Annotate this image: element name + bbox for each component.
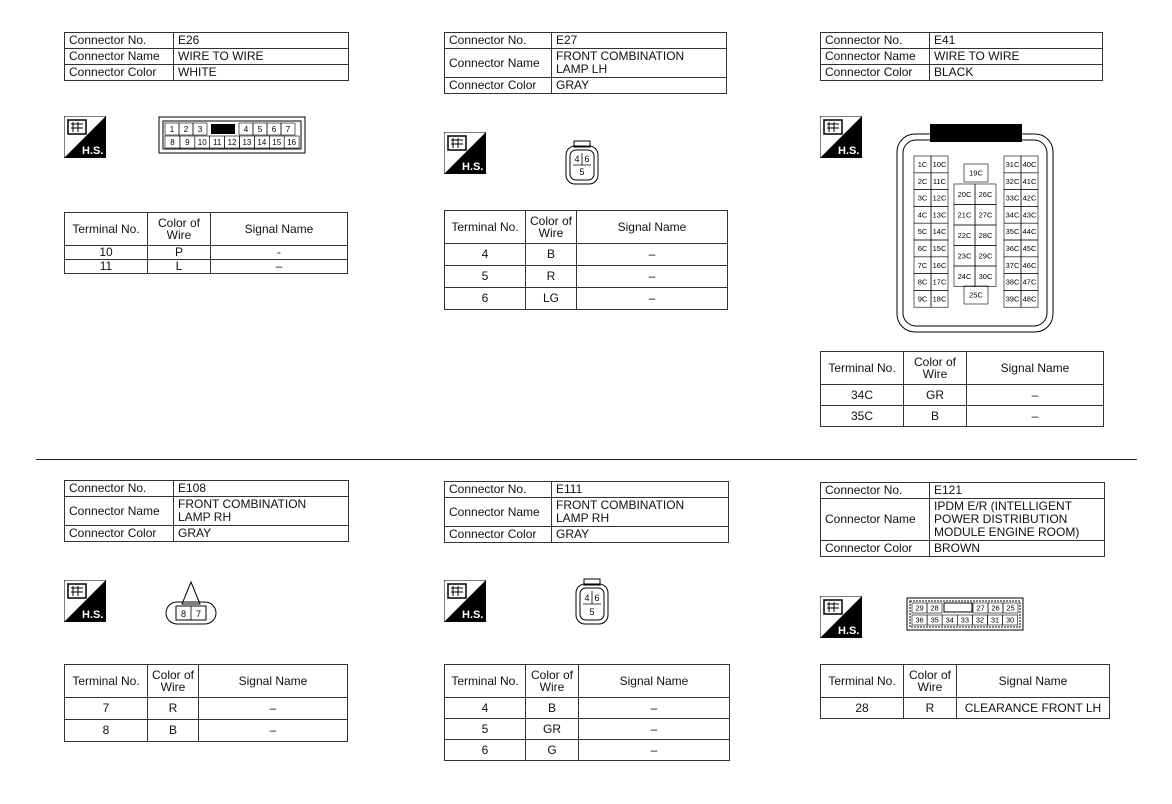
pin-label: 2C xyxy=(917,176,928,186)
pin-label: 10 xyxy=(197,137,207,147)
pin-label: 21C xyxy=(957,210,972,220)
pin-label: 7 xyxy=(195,609,202,619)
pin-label: 41C xyxy=(1022,176,1037,186)
terminal-no: 6 xyxy=(445,740,526,761)
pin-block-right xyxy=(1004,156,1038,307)
pin-label: 31 xyxy=(990,615,1000,625)
info-label: Connector Color xyxy=(65,526,174,542)
pin-label: 10C xyxy=(932,160,947,170)
pin-label: 6C xyxy=(917,244,928,254)
info-label: Connector No. xyxy=(445,33,552,49)
wire-color: GR xyxy=(526,719,579,740)
signal-name: – xyxy=(967,385,1104,406)
wire-color: B xyxy=(526,244,577,266)
harness-side-icon xyxy=(444,132,486,174)
pin-label: 14 xyxy=(257,137,267,147)
pin-label: 17C xyxy=(932,277,947,287)
signal-name: - xyxy=(211,246,348,260)
header-signal: Signal Name xyxy=(957,665,1110,698)
header-color: Color of Wire xyxy=(148,665,199,698)
pin-label: 3C xyxy=(917,193,928,203)
pin-label: 46C xyxy=(1022,260,1037,270)
pin-label: 16 xyxy=(287,137,297,147)
info-value: FRONT COMBINATION LAMP RH xyxy=(174,497,349,526)
section-divider xyxy=(36,459,1137,460)
pin-label: 36 xyxy=(915,615,924,625)
info-value: E27 xyxy=(552,33,727,49)
pin-label: 9 xyxy=(185,137,190,147)
terminal-no: 5 xyxy=(445,719,526,740)
header-signal: Signal Name xyxy=(199,665,348,698)
header-terminal: Terminal No. xyxy=(65,213,148,246)
pin-row-bottom xyxy=(912,615,1018,625)
connector-e121 xyxy=(820,482,1105,557)
pin-label: 5 xyxy=(579,167,585,177)
pin-label: 19C xyxy=(969,168,983,178)
pin-label: 8 xyxy=(180,609,187,619)
pin-block-left xyxy=(914,156,948,307)
pin-label: 15C xyxy=(932,244,947,254)
pin-label: 47C xyxy=(1022,277,1037,287)
connector-e41 xyxy=(820,32,1103,81)
connector-face-e121 xyxy=(906,597,1024,636)
pin-label: 13 xyxy=(242,137,252,147)
svg-text:H.S.: H.S. xyxy=(462,609,484,621)
signal-name: – xyxy=(579,740,730,761)
terminal-no: 35C xyxy=(821,406,904,427)
pin-label: 39C xyxy=(1005,294,1020,304)
wire-color: P xyxy=(148,246,211,260)
connector-info-table xyxy=(820,482,1105,557)
pin-label: 8 xyxy=(170,137,175,147)
pin-label: 30C xyxy=(978,271,993,281)
terminal-table-e108 xyxy=(64,664,348,742)
connector-e27 xyxy=(444,32,727,94)
pin-block-center xyxy=(954,164,996,304)
pin-label: 32 xyxy=(975,615,985,625)
connector-e111 xyxy=(444,481,729,543)
info-label: Connector No. xyxy=(821,483,930,499)
pin-label: 34C xyxy=(1005,210,1020,220)
wire-color: B xyxy=(148,720,199,742)
terminal-table-e111 xyxy=(444,664,730,761)
info-label: Connector No. xyxy=(65,33,174,49)
pin-label: 43C xyxy=(1022,210,1037,220)
header-color: Color of Wire xyxy=(526,665,579,698)
pin-label: 45C xyxy=(1022,244,1037,254)
pin-label: 6 xyxy=(594,593,600,603)
harness-side-icon xyxy=(64,116,106,158)
pin-label: 31C xyxy=(1005,160,1020,170)
wire-color: R xyxy=(148,698,199,720)
header-color: Color of Wire xyxy=(526,211,577,244)
pin-label: 25C xyxy=(969,290,983,300)
pin-label: 9C xyxy=(917,294,928,304)
pin-label: 25 xyxy=(1006,603,1015,613)
signal-name: – xyxy=(577,266,728,288)
header-signal: Signal Name xyxy=(577,211,728,244)
info-label: Connector Color xyxy=(445,78,552,94)
info-value: E41 xyxy=(930,33,1103,49)
wire-color: R xyxy=(526,266,577,288)
wire-color: B xyxy=(904,406,967,427)
connector-face-e111 xyxy=(572,578,612,633)
header-terminal: Terminal No. xyxy=(821,352,904,385)
terminal-no: 34C xyxy=(821,385,904,406)
pin-label: 44C xyxy=(1022,227,1037,237)
connector-face-e26 xyxy=(158,116,306,159)
header-signal: Signal Name xyxy=(579,665,730,698)
signal-name: – xyxy=(211,260,348,274)
terminal-no: 10 xyxy=(65,246,148,260)
signal-name: – xyxy=(577,244,728,266)
pin-label: 35C xyxy=(1005,227,1020,237)
harness-side-icon xyxy=(444,580,486,622)
connector-info-table xyxy=(64,32,349,81)
pin-label: 5 xyxy=(589,607,595,617)
signal-name: – xyxy=(967,406,1104,427)
pin-label: 11 xyxy=(212,137,222,147)
header-terminal: Terminal No. xyxy=(445,665,526,698)
pin-label: 33C xyxy=(1005,193,1020,203)
connector-lock xyxy=(944,603,972,612)
pin-label: 20C xyxy=(957,189,972,199)
terminal-no: 28 xyxy=(821,698,904,719)
info-value: E111 xyxy=(552,482,729,498)
svg-text:H.S.: H.S. xyxy=(838,145,860,157)
pin-label: 4 xyxy=(243,124,249,134)
pin-label: 24C xyxy=(957,271,972,281)
info-label: Connector Name xyxy=(821,499,930,541)
connector-info-table xyxy=(444,481,729,543)
signal-name: – xyxy=(579,698,730,719)
svg-text:H.S.: H.S. xyxy=(838,625,860,637)
signal-name: – xyxy=(199,720,348,742)
connector-info-table xyxy=(820,32,1103,81)
info-value: WHITE xyxy=(174,65,349,81)
connector-lock xyxy=(930,124,1022,142)
terminal-table-e41 xyxy=(820,351,1104,427)
wire-color: B xyxy=(526,698,579,719)
pin-label: 27 xyxy=(976,603,985,613)
pin-label: 4 xyxy=(584,593,590,603)
pin-label: 48C xyxy=(1022,294,1037,304)
pin-label: 29C xyxy=(978,251,993,261)
terminal-no: 8 xyxy=(65,720,148,742)
info-value: E121 xyxy=(930,483,1105,499)
info-value: BLACK xyxy=(930,65,1103,81)
pin-label: 29 xyxy=(915,603,924,613)
header-color: Color of Wire xyxy=(904,665,957,698)
info-value: FRONT COMBINATION LAMP RH xyxy=(552,498,729,527)
connector-e108 xyxy=(64,480,349,542)
info-value: WIRE TO WIRE xyxy=(174,49,349,65)
terminal-table-e26 xyxy=(64,212,348,274)
pin-label: 13C xyxy=(932,210,947,220)
info-label: Connector Name xyxy=(821,49,930,65)
pin-label: 27C xyxy=(978,210,993,220)
wire-color: L xyxy=(148,260,211,274)
header-terminal: Terminal No. xyxy=(65,665,148,698)
pin-label: 22C xyxy=(957,230,972,240)
harness-side-icon xyxy=(64,580,106,622)
terminal-no: 11 xyxy=(65,260,148,274)
pin-label: 38C xyxy=(1005,277,1020,287)
terminal-no: 5 xyxy=(445,266,526,288)
pin-label: 5C xyxy=(917,227,928,237)
pin-label: 8C xyxy=(917,277,928,287)
wire-color: LG xyxy=(526,288,577,310)
info-value: GRAY xyxy=(552,78,727,94)
harness-side-icon xyxy=(820,596,862,638)
info-value: BROWN xyxy=(930,541,1105,557)
pin-label: 1 xyxy=(169,124,175,134)
pin-label: 7 xyxy=(285,124,291,134)
info-value: IPDM E/R (INTELLIGENT POWER DISTRIBUTION MODULE ENGINE ROOM) xyxy=(930,499,1105,541)
pin-label: 14C xyxy=(932,227,947,237)
pin-label: 16C xyxy=(932,260,947,270)
connector-face-e27 xyxy=(562,140,602,193)
wire-color: GR xyxy=(904,385,967,406)
pin-label: 36C xyxy=(1005,244,1020,254)
pin-label: 12C xyxy=(932,193,947,203)
pin-label: 35 xyxy=(930,615,939,625)
info-value: GRAY xyxy=(174,526,349,542)
svg-text:H.S.: H.S. xyxy=(82,145,104,157)
connector-e26 xyxy=(64,32,349,81)
info-value: E108 xyxy=(174,481,349,497)
info-value: E26 xyxy=(174,33,349,49)
signal-name: – xyxy=(199,698,348,720)
pin-label: 28 xyxy=(930,603,939,613)
pin-label: 26 xyxy=(991,603,1000,613)
pin-label: 12 xyxy=(227,137,237,147)
pin-label: 18C xyxy=(932,294,947,304)
info-label: Connector Name xyxy=(65,497,174,526)
info-label: Connector No. xyxy=(445,482,552,498)
terminal-no: 4 xyxy=(445,244,526,266)
pin-label: 3 xyxy=(197,124,203,134)
pin-label: 30 xyxy=(1005,615,1015,625)
info-label: Connector Name xyxy=(65,49,174,65)
terminal-no: 7 xyxy=(65,698,148,720)
connector-info-table xyxy=(64,480,349,542)
header-terminal: Terminal No. xyxy=(821,665,904,698)
info-value: WIRE TO WIRE xyxy=(930,49,1103,65)
signal-name: – xyxy=(579,719,730,740)
pin-label: 5 xyxy=(257,124,263,134)
signal-name: CLEARANCE FRONT LH xyxy=(957,698,1110,719)
signal-name: – xyxy=(577,288,728,310)
pin-row-bottom xyxy=(165,136,299,148)
info-label: Connector Name xyxy=(445,49,552,78)
connector-face-e41 xyxy=(896,122,1054,339)
header-signal: Signal Name xyxy=(967,352,1104,385)
pin-label: 6 xyxy=(584,154,590,164)
wire-color: G xyxy=(526,740,579,761)
pin-label: 11C xyxy=(932,176,947,186)
header-color: Color of Wire xyxy=(148,213,211,246)
pin-label: 4 xyxy=(574,154,580,164)
info-label: Connector Color xyxy=(65,65,174,81)
pin-label: 42C xyxy=(1022,193,1037,203)
info-label: Connector Color xyxy=(821,65,930,81)
terminal-no: 4 xyxy=(445,698,526,719)
pin-label: 15 xyxy=(272,137,282,147)
info-value: FRONT COMBINATION LAMP LH xyxy=(552,49,727,78)
harness-side-icon xyxy=(820,116,862,158)
pin-label: 1C xyxy=(917,160,928,170)
info-label: Connector No. xyxy=(821,33,930,49)
pin-label: 4C xyxy=(917,210,928,220)
info-label: Connector Color xyxy=(821,541,930,557)
pin-label: 28C xyxy=(978,230,993,240)
pin-label: 26C xyxy=(978,189,993,199)
pin-label: 7C xyxy=(917,260,928,270)
connector-lock xyxy=(211,124,235,134)
pin-label: 23C xyxy=(957,251,972,261)
pin-label: 37C xyxy=(1005,260,1020,270)
wire-color: R xyxy=(904,698,957,719)
connector-face-e108 xyxy=(164,580,218,633)
pin-label: 2 xyxy=(183,124,189,134)
header-terminal: Terminal No. xyxy=(445,211,526,244)
pin-label: 32C xyxy=(1005,176,1020,186)
header-color: Color of Wire xyxy=(904,352,967,385)
terminal-no: 6 xyxy=(445,288,526,310)
pin-label: 33 xyxy=(960,615,970,625)
pin-label: 6 xyxy=(271,124,277,134)
connector-info-table xyxy=(444,32,727,94)
pin-label: 40C xyxy=(1022,160,1037,170)
info-value: GRAY xyxy=(552,527,729,543)
info-label: Connector Name xyxy=(445,498,552,527)
header-signal: Signal Name xyxy=(211,213,348,246)
pin-label: 34 xyxy=(945,615,954,625)
terminal-table-e121 xyxy=(820,664,1110,719)
terminal-table-e27 xyxy=(444,210,728,310)
svg-text:H.S.: H.S. xyxy=(462,161,484,173)
svg-text:H.S.: H.S. xyxy=(82,609,104,621)
info-label: Connector No. xyxy=(65,481,174,497)
info-label: Connector Color xyxy=(445,527,552,543)
